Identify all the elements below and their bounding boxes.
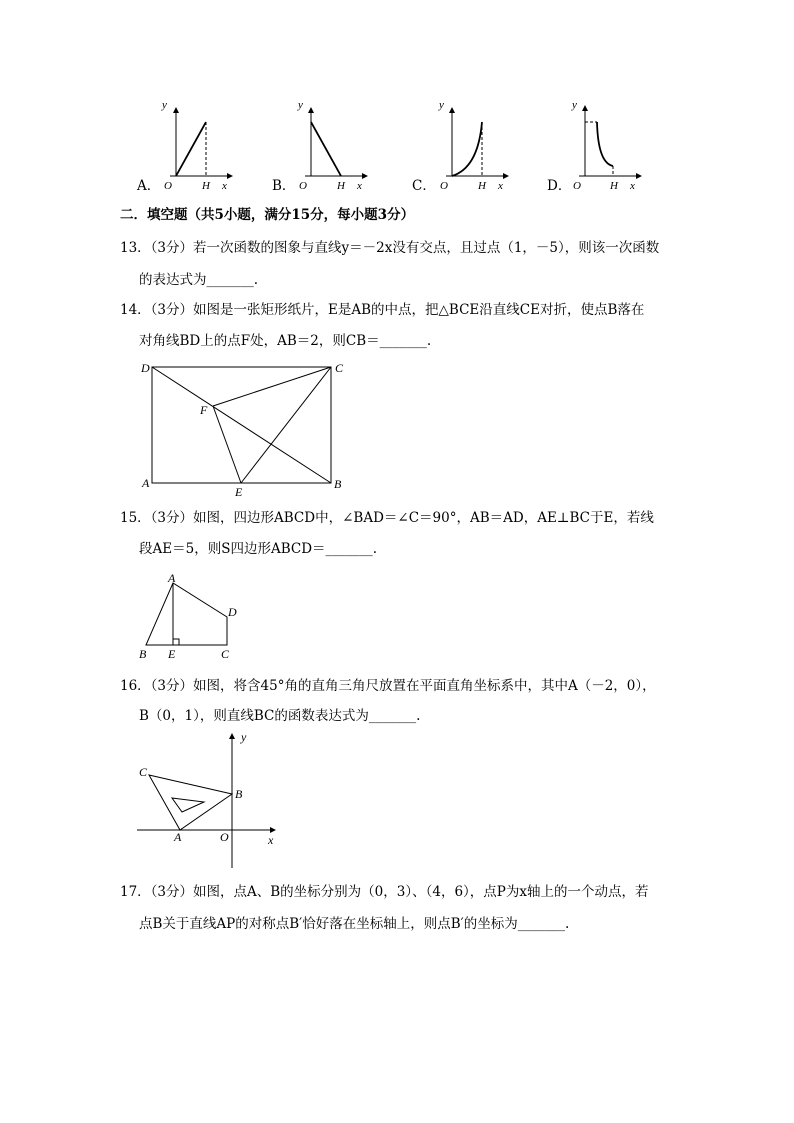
graph-d-y-label: y: [572, 99, 577, 111]
q16-label-c: C: [139, 765, 148, 779]
q16-label-a: A: [174, 830, 182, 844]
graph-b-x-label: x: [357, 180, 362, 192]
graph-b-h: H: [337, 180, 345, 192]
option-a-label: A．: [137, 178, 161, 194]
graph-a-h: H: [202, 180, 210, 192]
section-heading: 二．填空题（共5小题，满分15分，每小题3分）: [120, 207, 415, 223]
q15-label-e: E: [168, 647, 176, 661]
q13-line1: 13．（3分）若一次函数的图象与直线y＝－2x没有交点，且过点（1，－5），则该一次函数: [120, 240, 660, 256]
graph-a-origin: O: [164, 180, 172, 192]
q13-line2: 的表达式为_______.: [139, 272, 259, 288]
graph-c-origin: O: [440, 180, 448, 192]
graph-d-origin: O: [573, 180, 581, 192]
graph-c-y-label: y: [439, 99, 444, 111]
q16-label-o: O: [220, 830, 229, 844]
q16-line2: B（0，1），则直线BC的函数表达式为_______.: [139, 708, 421, 724]
graph-d-h: H: [610, 180, 618, 192]
q15-figure: [132, 568, 252, 663]
q14-line1: 14．（3分）如图是一张矩形纸片，E是AB的中点，把△BCE沿直线CE对折，使点B落在: [120, 302, 645, 318]
graph-b: [297, 99, 367, 192]
graph-d-x-label: x: [630, 180, 635, 192]
q16-label-x: x: [268, 833, 274, 847]
q15-label-a: A: [168, 571, 176, 585]
q15-line1: 15．（3分）如图，四边形ABCD中，∠BAD＝∠C＝90°，AB＝AD，AE⊥BC于E，若线: [120, 510, 654, 526]
option-graphs-svg: [0, 0, 794, 200]
q14-label-e: E: [235, 485, 243, 499]
graph-a: [161, 99, 232, 192]
q15-label-c: C: [221, 647, 230, 661]
graph-a-y-label: y: [162, 99, 167, 111]
q14-label-a: A: [142, 476, 150, 490]
graph-c-x-label: x: [498, 180, 503, 192]
q15-label-d: D: [228, 605, 237, 619]
q14-label-d: D: [141, 361, 150, 375]
q14-label-b: B: [334, 477, 342, 491]
q15-label-b: B: [139, 647, 147, 661]
q14-label-c: C: [335, 361, 344, 375]
graph-b-y-label: y: [298, 99, 303, 111]
graph-c: [438, 99, 508, 192]
q14-label-f: F: [200, 403, 208, 417]
q16-label-b: B: [235, 787, 243, 801]
graph-c-h: H: [478, 180, 486, 192]
graph-d: [571, 99, 641, 192]
option-d-label: D．: [547, 178, 572, 194]
option-b-label: B．: [272, 178, 296, 194]
q17-line1: 17．（3分）如图，点A、B的坐标分别为（0，3）、（4，6），点P为x轴上的一个动点，若: [120, 884, 649, 900]
q17-line2: 点B关于直线AP的对称点B′恰好落在坐标轴上，则点B′的坐标为_______.: [139, 916, 570, 932]
q16-line1: 16．（3分）如图，将含45°角的直角三角尺放置在平面直角坐标系中，其中A（－2，0），: [120, 678, 656, 694]
q16-label-y: y: [241, 730, 247, 744]
q15-line2: 段AE＝5，则S四边形ABCD＝_______.: [139, 541, 378, 557]
graph-b-origin: O: [299, 180, 307, 192]
option-c-label: C．: [412, 178, 436, 194]
q16-figure: [132, 728, 292, 873]
q14-line2: 对角线BD上的点F处，AB＝2，则CB＝_______.: [139, 333, 432, 349]
graph-a-x-label: x: [222, 180, 227, 192]
q14-figure: [135, 355, 365, 505]
